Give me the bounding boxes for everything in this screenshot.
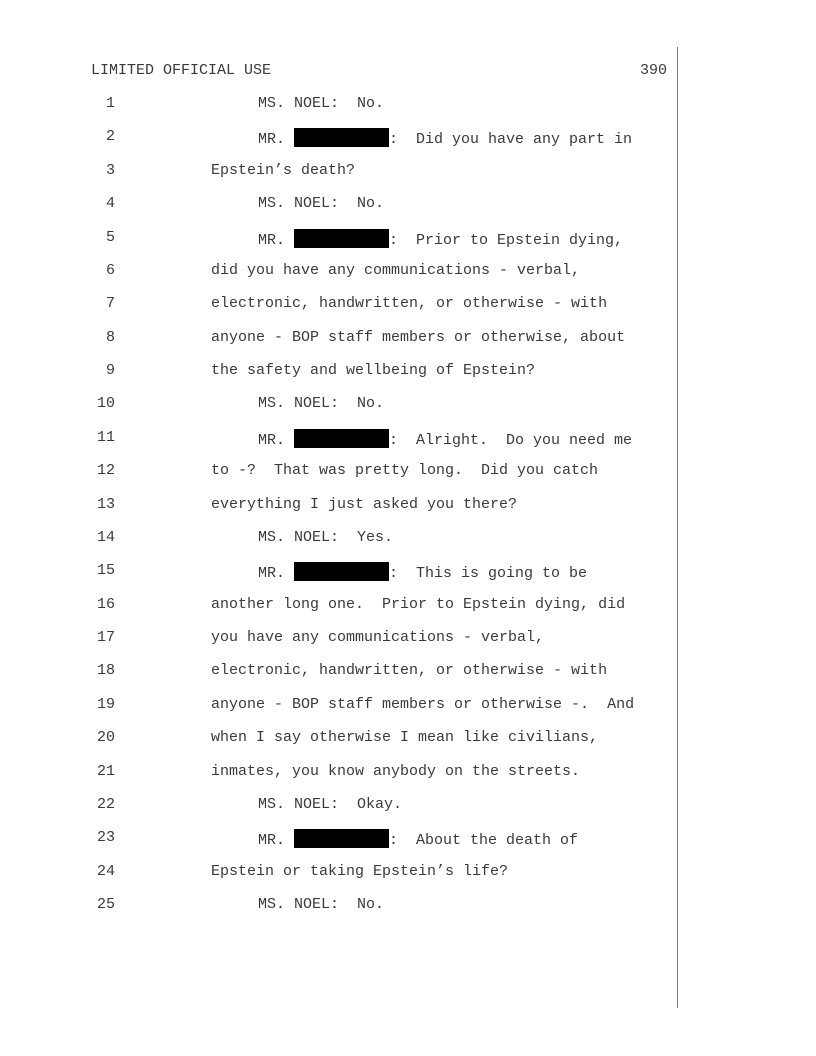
line-text	[211, 629, 544, 646]
line-text-segment: : Prior to Epstein dying,	[389, 231, 624, 249]
redaction-box	[294, 429, 389, 448]
transcript-line	[0, 95, 816, 115]
transcript-line	[0, 662, 816, 682]
line-number: 2	[105, 128, 115, 146]
line-text	[258, 896, 384, 913]
transcript-line	[0, 262, 816, 282]
line-number: 3	[105, 161, 115, 179]
transcript-line	[0, 562, 816, 582]
line-number: 4	[105, 195, 115, 213]
redaction-box	[294, 562, 389, 581]
redaction-box	[294, 829, 389, 848]
line-number: 1	[105, 95, 115, 112]
line-text-segment: everything I just asked you there?	[211, 495, 518, 513]
line-text-segment: anyone - BOP staff members or otherwise -. And	[211, 695, 635, 713]
line-text-segment: : Alright. Do you need me	[389, 431, 633, 449]
line-text	[258, 829, 578, 849]
line-text-segment: : This is going to be	[389, 565, 588, 583]
line-text-segment: MR.	[258, 231, 295, 249]
line-number: 5	[105, 228, 115, 246]
line-text-segment: you have any communications - verbal,	[211, 629, 545, 646]
line-text-segment: MS. NOEL: No.	[258, 195, 385, 213]
line-text	[211, 763, 580, 780]
line-text	[211, 696, 634, 713]
line-text-segment: another long one. Prior to Epstein dying, did	[211, 595, 626, 613]
line-number: 17	[96, 629, 115, 646]
line-text	[258, 128, 632, 148]
line-number: 6	[105, 261, 115, 279]
line-text-segment: did you have any communications - verbal,	[211, 261, 581, 279]
transcript-line	[0, 229, 816, 249]
line-text-segment: MS. NOEL: No.	[258, 95, 385, 112]
line-text-segment: to -? That was pretty long. Did you catch	[211, 462, 599, 480]
line-text	[211, 295, 607, 312]
transcript-line	[0, 195, 816, 215]
page-number: 390	[639, 62, 667, 79]
transcript-line	[0, 362, 816, 382]
line-text	[211, 662, 607, 679]
line-text-segment: MR.	[258, 431, 295, 449]
transcript-line	[0, 796, 816, 816]
classification-header: LIMITED OFFICIAL USE	[91, 62, 272, 79]
line-number: 23	[96, 829, 115, 847]
transcript-line	[0, 128, 816, 148]
line-text	[211, 462, 598, 479]
redaction-box	[294, 229, 389, 248]
transcript-line	[0, 829, 816, 849]
transcript-line	[0, 629, 816, 649]
transcript-line	[0, 529, 816, 549]
line-text	[211, 729, 598, 746]
line-text	[258, 562, 587, 582]
line-text-segment: MS. NOEL: Yes.	[258, 528, 394, 546]
transcript-line	[0, 863, 816, 883]
line-number: 24	[96, 862, 115, 880]
transcript-line	[0, 896, 816, 916]
line-number: 15	[96, 562, 115, 580]
line-text	[258, 195, 384, 212]
line-text-segment: electronic, handwritten, or otherwise - with	[211, 662, 608, 680]
line-number: 7	[105, 295, 115, 313]
line-text-segment: when I say otherwise I mean like civilians,	[211, 729, 599, 747]
transcript-line	[0, 729, 816, 749]
line-text	[211, 329, 625, 346]
line-number: 8	[105, 328, 115, 346]
line-text	[211, 863, 508, 880]
line-text	[258, 395, 384, 412]
transcript-line	[0, 395, 816, 415]
line-number: 21	[96, 762, 115, 780]
line-text-segment: : About the death of	[389, 832, 579, 850]
transcript-line	[0, 763, 816, 783]
transcript-line	[0, 162, 816, 182]
line-text	[211, 162, 355, 179]
line-number: 14	[96, 528, 115, 546]
transcript-line	[0, 462, 816, 482]
line-text	[211, 596, 625, 613]
line-number: 19	[96, 695, 115, 713]
line-number: 13	[96, 495, 115, 513]
line-number: 16	[96, 595, 115, 613]
line-text-segment: MR.	[258, 832, 295, 850]
line-number: 9	[105, 362, 115, 379]
line-text-segment: electronic, handwritten, or otherwise - with	[211, 295, 608, 313]
line-text-segment: Epstein or taking Epstein’s life?	[211, 862, 509, 880]
line-text-segment: MR.	[258, 131, 295, 149]
line-text-segment: MS. NOEL: No.	[258, 395, 385, 413]
redaction-box	[294, 128, 389, 147]
line-number: 18	[96, 662, 115, 680]
transcript-line	[0, 295, 816, 315]
line-text	[258, 429, 632, 449]
line-number: 25	[96, 896, 115, 913]
line-number: 22	[96, 795, 115, 813]
line-text-segment: MS. NOEL: Okay.	[258, 795, 403, 813]
line-text-segment: MS. NOEL: No.	[258, 896, 385, 913]
line-text-segment: Epstein’s death?	[211, 161, 356, 179]
transcript-line	[0, 596, 816, 616]
line-number: 20	[96, 729, 115, 747]
line-number: 10	[96, 395, 115, 413]
transcript-line	[0, 329, 816, 349]
line-text-segment: anyone - BOP staff members or otherwise, about	[211, 328, 626, 346]
transcript-line	[0, 696, 816, 716]
line-text	[258, 796, 402, 813]
line-text	[258, 95, 384, 112]
line-text-segment: inmates, you know anybody on the streets.	[211, 762, 581, 780]
line-text	[211, 362, 535, 379]
line-text	[258, 229, 623, 249]
line-text	[211, 496, 517, 513]
line-text	[211, 262, 580, 279]
transcript-line	[0, 496, 816, 516]
line-number: 11	[96, 428, 115, 446]
line-number: 12	[96, 462, 115, 480]
line-text-segment: : Did you have any part in	[389, 131, 633, 149]
line-text-segment: the safety and wellbeing of Epstein?	[211, 362, 536, 379]
line-text	[258, 529, 393, 546]
line-text-segment: MR.	[258, 565, 295, 583]
transcript-line	[0, 429, 816, 449]
